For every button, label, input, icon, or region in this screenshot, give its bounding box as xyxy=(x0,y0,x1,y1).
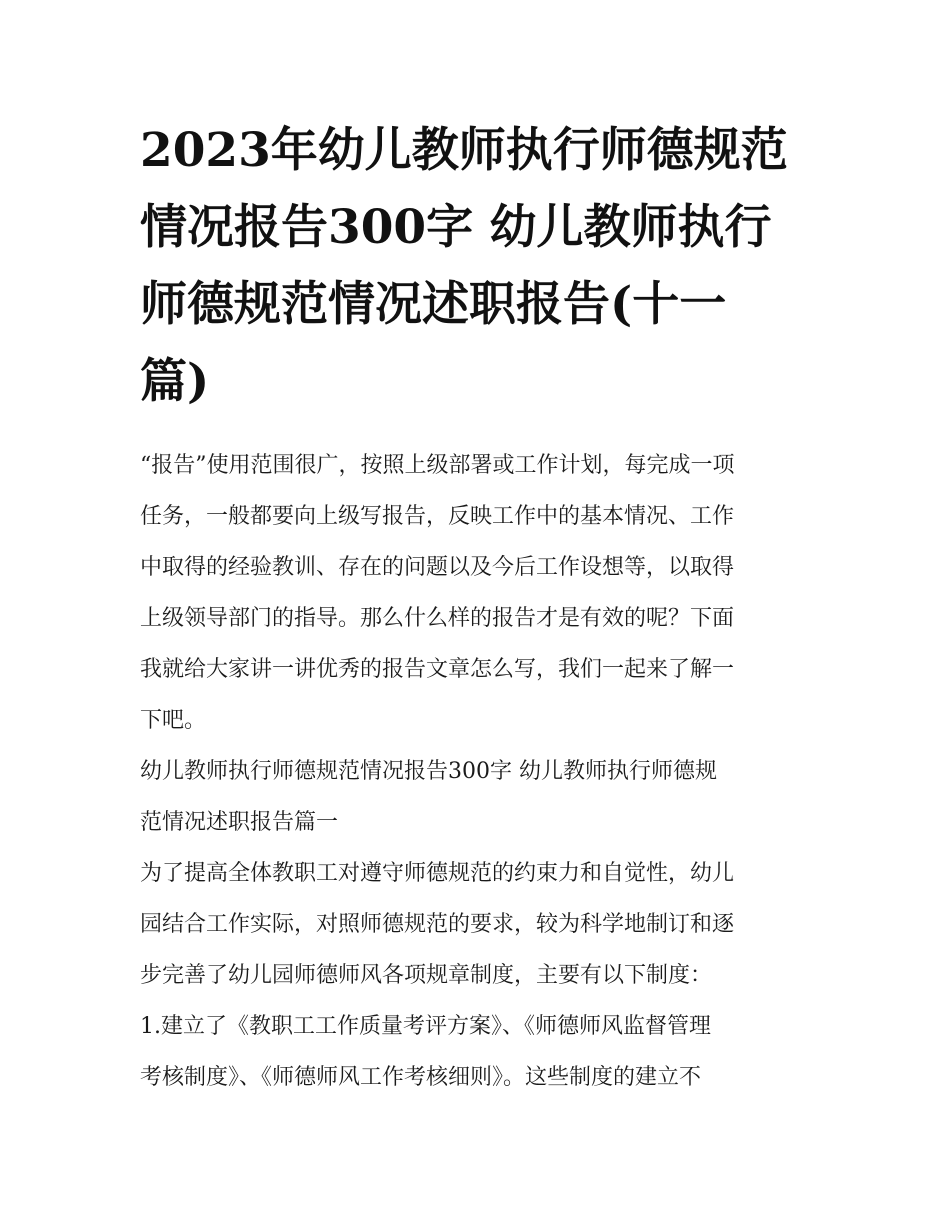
section-heading-line: 幼儿教师执行师德规范情况报告300字 幼儿教师执行师德规 xyxy=(140,759,717,784)
title-line: 2023年幼儿教师执行师德规范 xyxy=(140,123,788,178)
body-line: 我就给大家讲一讲优秀的报告文章怎么写，我们一起来了解一 xyxy=(140,657,735,682)
title-line: 师德规范情况述职报告(十一 xyxy=(140,277,727,332)
body-line: 步完善了幼儿园师德师风各项规章制度，主要有以下制度： xyxy=(140,963,713,988)
document-content xyxy=(140,112,815,1103)
title-line: 情况报告300字 幼儿教师执行 xyxy=(140,200,772,255)
section-heading-line: 范情况述职报告篇一 xyxy=(140,810,339,835)
title-line: 篇) xyxy=(140,354,210,409)
body-line: 上级领导部门的指导。那么什么样的报告才是有效的呢？下面 xyxy=(140,606,735,631)
body-line: 为了提高全体教职工对遵守师德规范的约束力和自觉性，幼儿 xyxy=(140,861,735,886)
document-body xyxy=(140,440,815,1103)
document-title xyxy=(140,112,815,420)
body-line: “报告”使用范围很广，按照上级部署或工作计划，每完成一项 xyxy=(140,453,735,478)
body-line: 下吧。 xyxy=(140,708,207,733)
body-line: 园结合工作实际，对照师德规范的要求，较为科学地制订和逐 xyxy=(140,912,735,937)
body-line: 中取得的经验教训、存在的问题以及今后工作设想等，以取得 xyxy=(140,555,735,580)
list-item-line: 1.建立了《教职工工作质量考评方案》、《师德师风监督管理 xyxy=(140,1014,711,1039)
list-item-line: 考核制度》、《师德师风工作考核细则》。这些制度的建立不 xyxy=(140,1065,702,1090)
body-line: 任务，一般都要向上级写报告，反映工作中的基本情况、工作 xyxy=(140,504,735,529)
